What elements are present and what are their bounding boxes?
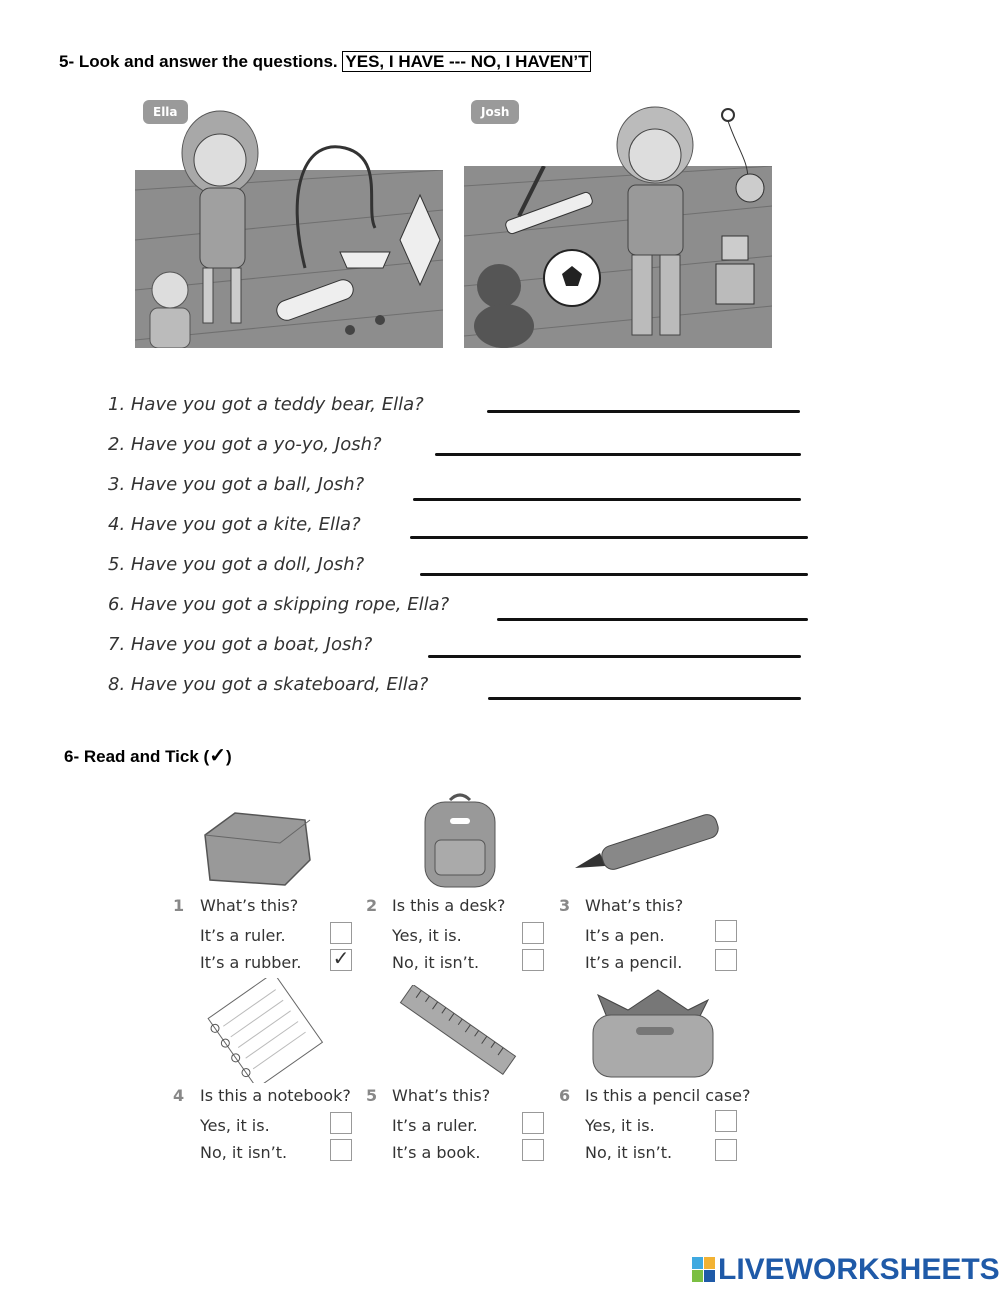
question-3: 3. Have you got a ball, Josh? (108, 474, 365, 495)
question-7: 7. Have you got a boat, Josh? (108, 634, 373, 655)
item-number: 2 (366, 896, 378, 915)
option-text: Yes, it is. (200, 1116, 270, 1135)
option-text: It’s a ruler. (200, 926, 286, 945)
answer-line-1[interactable] (487, 410, 800, 413)
option-text: No, it isn’t. (392, 953, 480, 972)
tick-box[interactable] (330, 1139, 352, 1161)
item-number: 5 (366, 1086, 378, 1105)
schoolbag-picture (420, 790, 500, 890)
liveworksheets-logo-icon (692, 1257, 716, 1283)
option-text: No, it isn’t. (200, 1143, 288, 1162)
option-text: It’s a book. (392, 1143, 481, 1162)
item-question: Is this a desk? (392, 896, 506, 915)
answer-line-4[interactable] (410, 536, 808, 539)
answer-line-2[interactable] (435, 453, 801, 456)
skipping-rope (285, 128, 405, 278)
section6-heading (64, 743, 232, 768)
item-question: Is this a notebook? (200, 1086, 351, 1105)
option-text: It’s a pencil. (585, 953, 683, 972)
tick-box[interactable] (522, 922, 544, 944)
item-question: What’s this? (585, 896, 684, 915)
notebook-picture (205, 978, 325, 1083)
item-question: What’s this? (200, 896, 299, 915)
item-number: 4 (173, 1086, 185, 1105)
question-6: 6. Have you got a skipping rope, Ella? (108, 594, 450, 615)
check-icon: ✓ (209, 745, 226, 767)
answer-line-8[interactable] (488, 697, 801, 700)
question-1: 1. Have you got a teddy bear, Ella? (108, 394, 424, 415)
answer-line-5[interactable] (420, 573, 808, 576)
tick-box[interactable] (522, 1139, 544, 1161)
answer-line-6[interactable] (497, 618, 808, 621)
tick-box[interactable] (715, 1110, 737, 1132)
item-number: 1 (173, 896, 185, 915)
option-text: It’s a pen. (585, 926, 665, 945)
option-text: No, it isn’t. (585, 1143, 673, 1162)
option-text: Yes, it is. (392, 926, 462, 945)
item-number: 6 (559, 1086, 571, 1105)
tick-box[interactable] (522, 949, 544, 971)
rubber-picture (195, 805, 315, 890)
question-4: 4. Have you got a kite, Ella? (108, 514, 361, 535)
section5-heading (59, 52, 591, 72)
josh-name-badge: Josh (471, 100, 519, 124)
ella-name-badge: Ella (143, 100, 188, 124)
pen-picture (575, 808, 725, 878)
pencil-case-picture (588, 985, 718, 1080)
item-number: 3 (559, 896, 571, 915)
yo-yo (708, 100, 778, 210)
ella-figure (165, 108, 295, 338)
ruler-picture (395, 985, 520, 1075)
section6-title-prefix: 6- Read and Tick ( (64, 747, 210, 766)
section5-hint: YES, I HAVE --- NO, I HAVEN’T (342, 51, 591, 72)
tick-box[interactable] (522, 1112, 544, 1134)
option-text: Yes, it is. (585, 1116, 655, 1135)
item-question: What’s this? (392, 1086, 491, 1105)
answer-line-7[interactable] (428, 655, 801, 658)
tick-box[interactable] (715, 949, 737, 971)
answer-line-3[interactable] (413, 498, 801, 501)
tick-box[interactable]: ✓ (330, 949, 352, 971)
option-text: It’s a rubber. (200, 953, 302, 972)
liveworksheets-logo-text: LIVEWORKSHEETS (718, 1253, 1000, 1286)
item-question: Is this a pencil case? (585, 1086, 751, 1105)
question-8: 8. Have you got a skateboard, Ella? (108, 674, 429, 695)
tick-box[interactable] (330, 1112, 352, 1134)
josh-figure (600, 100, 720, 345)
question-2: 2. Have you got a yo-yo, Josh? (108, 434, 382, 455)
section6-title-suffix: ) (225, 747, 232, 766)
question-5: 5. Have you got a doll, Josh? (108, 554, 365, 575)
option-text: It’s a ruler. (392, 1116, 478, 1135)
tick-box[interactable] (330, 922, 352, 944)
section5-title: 5- Look and answer the questions. (59, 52, 338, 71)
tick-box[interactable] (715, 1139, 737, 1161)
tick-box[interactable] (715, 920, 737, 942)
